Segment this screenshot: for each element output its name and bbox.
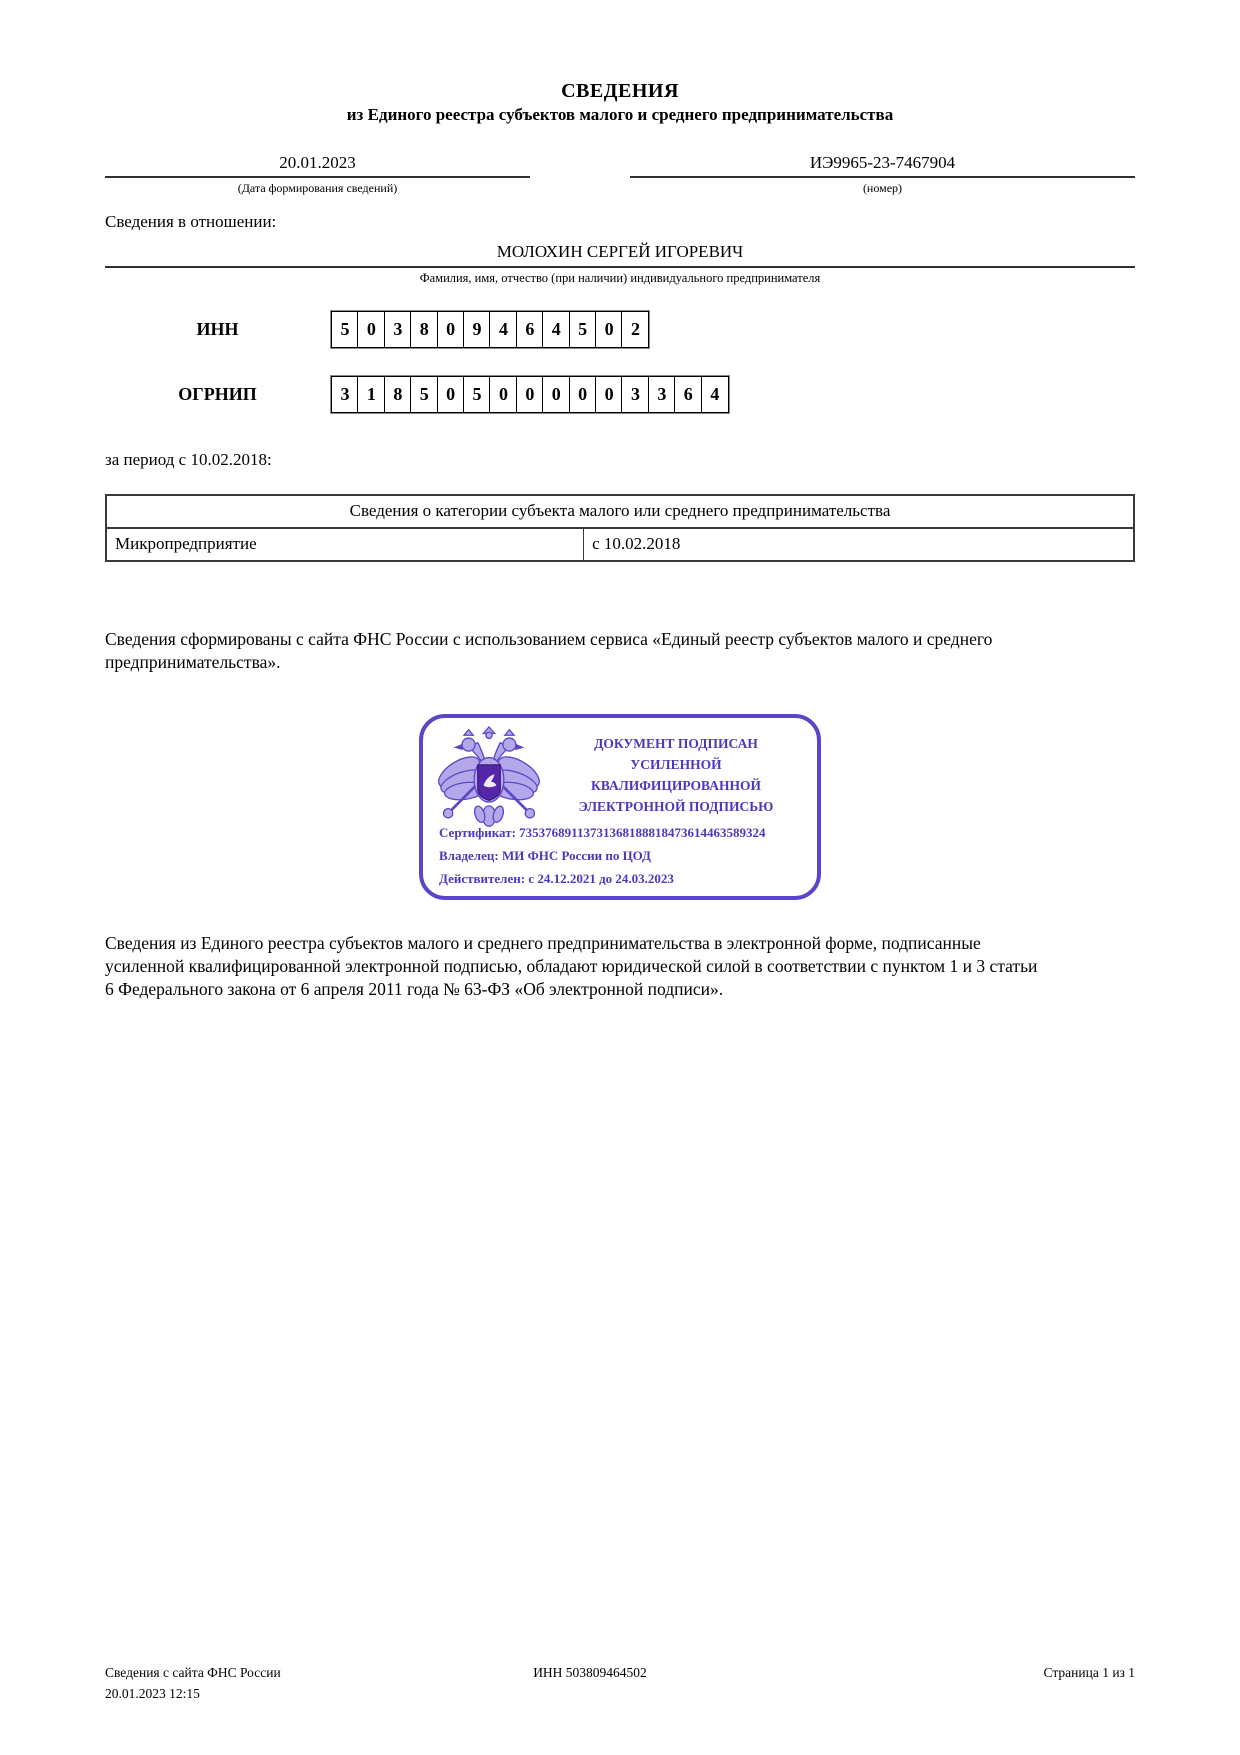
inn-digit-cell: 3: [384, 311, 412, 348]
ogrnip-digit-cell: 5: [410, 376, 438, 413]
page-footer: [105, 1663, 1135, 1705]
inn-digit-cell: 0: [357, 311, 385, 348]
ogrnip-row: [105, 375, 1135, 414]
footer-inn: ИНН 503809464502: [533, 1665, 647, 1681]
owner-value: МИ ФНС России по ЦОД: [501, 848, 651, 864]
ogrnip-label: ОГРНИП: [178, 384, 257, 404]
certificate-value: 73537689113731368188818473614463589324: [519, 825, 766, 841]
inn-digit-cells: [330, 310, 650, 349]
stamp-heading-line3: ЭЛЕКТРОННОЙ ПОДПИСЬЮ: [578, 798, 774, 814]
formation-date-value: 20.01.2023: [105, 153, 530, 178]
document-number-field: [630, 153, 1135, 196]
inn-label: ИНН: [196, 319, 239, 339]
stamp-certificate-block: [439, 821, 765, 890]
meta-row: [105, 153, 1135, 196]
validity-value: с 24.12.2021 до 24.03.2023: [528, 871, 674, 887]
category-cell: Микропредприятие: [107, 529, 584, 560]
stamp-heading-line1: ДОКУМЕНТ ПОДПИСАН: [594, 736, 758, 752]
ogrnip-digit-cell: 0: [489, 376, 517, 413]
inn-digit-cell: 4: [542, 311, 570, 348]
inn-row: [105, 310, 1135, 349]
inn-digit-cell: 8: [410, 311, 438, 348]
certificate-label: Сертификат:: [439, 825, 516, 841]
ogrnip-digit-cell: 0: [542, 376, 570, 413]
entrepreneur-name: МОЛОХИН СЕРГЕЙ ИГОРЕВИЧ: [105, 242, 1135, 268]
owner-label: Владелец:: [439, 848, 499, 864]
inn-digit-cell: 4: [489, 311, 517, 348]
ogrnip-digit-cell: 6: [674, 376, 702, 413]
inn-digit-cell: 5: [331, 311, 359, 348]
category-since-cell: с 10.02.2018: [592, 534, 681, 553]
owner-line: [439, 844, 765, 867]
footer-source-line: Сведения с сайта ФНС России: [105, 1665, 281, 1681]
ogrnip-digit-cell: 0: [595, 376, 623, 413]
ogrnip-digit-cell: 8: [384, 376, 412, 413]
entrepreneur-name-caption: Фамилия, имя, отчество (при наличии) индивидуального предпринимателя: [419, 271, 821, 285]
stamp-heading: [549, 734, 803, 818]
category-table-header: Сведения о категории субъекта малого или среднего предпринимательства: [107, 496, 1133, 529]
ogrnip-digit-cell: 0: [437, 376, 465, 413]
ogrnip-digit-cell: 3: [648, 376, 676, 413]
validity-line: [439, 867, 765, 890]
inn-digit-cell: 2: [621, 311, 649, 348]
category-table: [105, 494, 1135, 562]
source-note: Сведения сформированы с сайта ФНС России с использованием сервиса «Единый реестр субъектов малого и среднего предпринимательства».: [105, 629, 993, 673]
legal-note: Сведения из Единого реестра субъектов малого и среднего предпринимательства в электронной форме, подписанные усиленной квалифицированной электронной подписью, обладают юридической силой в соответствии с пунктом 1 и 3 статьи 6 Федерального закона от 6 апреля 2011 года № 63-ФЗ «Об электронной подписи».: [105, 933, 1038, 1000]
formation-date-caption: (Дата формирования сведений): [237, 181, 398, 195]
category-table-row: [107, 529, 1133, 560]
document-subtitle: из Единого реестра субъектов малого и среднего предпринимательства: [346, 105, 894, 124]
stamp-heading-line2: УСИЛЕННОЙ КВАЛИФИЦИРОВАННОЙ: [591, 757, 761, 794]
ogrnip-digit-cells: [330, 375, 730, 414]
certificate-line: [439, 821, 765, 844]
ogrnip-digit-cell: 5: [463, 376, 491, 413]
inn-digit-cell: 0: [437, 311, 465, 348]
ogrnip-digit-cell: 4: [701, 376, 729, 413]
ogrnip-digit-cell: 0: [516, 376, 544, 413]
formation-date-field: [105, 153, 530, 196]
inn-digit-cell: 9: [463, 311, 491, 348]
subject-section-label: Сведения в отношении:: [105, 212, 277, 231]
inn-digit-cell: 0: [595, 311, 623, 348]
document-number-value: ИЭ9965-23-7467904: [630, 153, 1135, 178]
ogrnip-digit-cell: 3: [621, 376, 649, 413]
footer-page-number: Страница 1 из 1: [1043, 1665, 1135, 1681]
footer-datetime: 20.01.2023 12:15: [105, 1686, 200, 1702]
document-number-caption: (номер): [862, 181, 903, 195]
document-title: СВЕДЕНИЯ: [561, 80, 679, 102]
inn-digit-cell: 5: [569, 311, 597, 348]
ogrnip-digit-cell: 3: [331, 376, 359, 413]
ogrnip-digit-cell: 0: [569, 376, 597, 413]
inn-digit-cell: 6: [516, 311, 544, 348]
electronic-signature-stamp: [419, 714, 821, 900]
russian-coat-of-arms-icon: [433, 726, 545, 830]
validity-label: Действителен:: [439, 871, 526, 887]
ogrnip-digit-cell: 1: [357, 376, 385, 413]
period-line: за период с 10.02.2018:: [105, 450, 272, 469]
